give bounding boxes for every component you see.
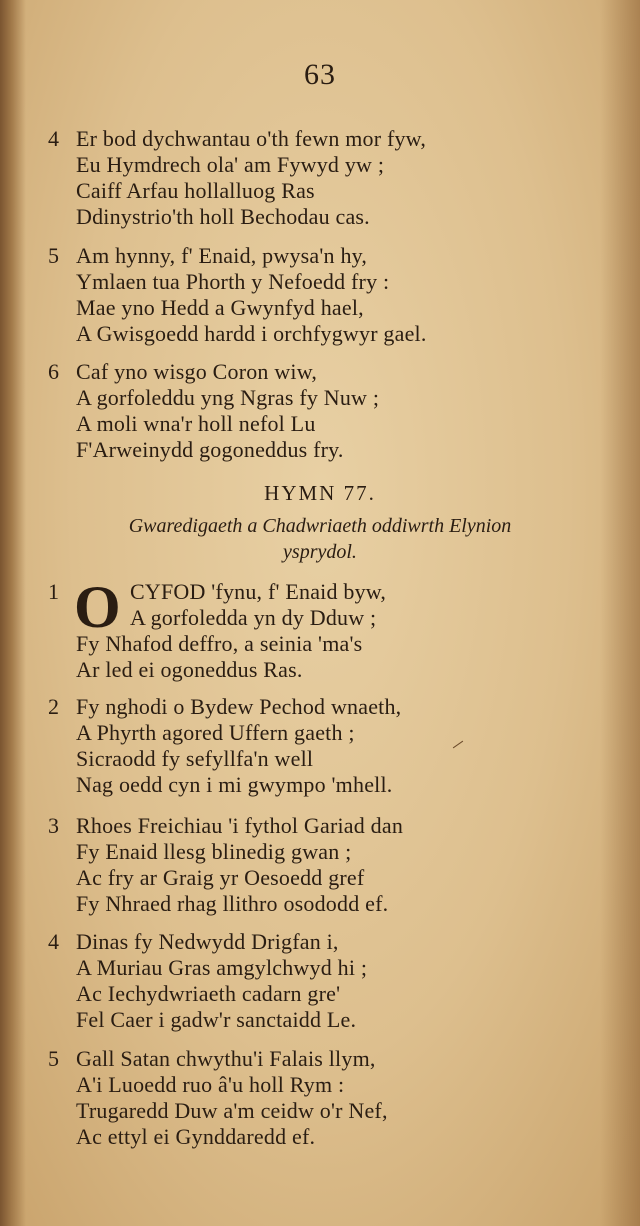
verse-line: Gall Satan chwythu'i Falais llym, xyxy=(76,1046,376,1071)
verse-line: A gorfoledda yn dy Dduw ; xyxy=(130,605,377,630)
stanza-number: 4 xyxy=(48,929,59,954)
hymn-subtitle-line-1: Gwaredigaeth a Chadwriaeth oddiwrth Elynion xyxy=(128,515,512,537)
verse-line: Fy Nhafod deffro, a seinia 'ma's xyxy=(76,631,363,656)
verse-line: Sicraodd fy sefyllfa'n well xyxy=(76,746,314,771)
stanza-number: 4 xyxy=(48,126,59,151)
verse-line: Ac ettyl ei Gynddaredd ef. xyxy=(76,1124,316,1149)
verse-line: Fel Caer i gadw'r sanctaidd Le. xyxy=(76,1007,357,1032)
verse-line: Mae yno Hedd a Gwynfyd hael, xyxy=(76,295,364,320)
verse-line: Fy nghodi o Bydew Pechod wnaeth, xyxy=(76,694,402,719)
verse-line: Fy Enaid llesg blinedig gwan ; xyxy=(76,839,352,864)
verse-line: Ymlaen tua Phorth y Nefoedd fry : xyxy=(76,269,390,294)
verse-line: Rhoes Freichiau 'i fythol Gariad dan xyxy=(76,813,404,838)
verse-line: CYFOD 'fynu, f' Enaid byw, xyxy=(130,579,387,604)
verse-line: A moli wna'r holl nefol Lu xyxy=(76,411,316,436)
stanza-number: 6 xyxy=(48,359,59,384)
verse-line: A gorfoleddu yng Ngras fy Nuw ; xyxy=(76,385,380,410)
verse-line: Fy Nhraed rhag llithro osododd ef. xyxy=(76,891,389,916)
verse-line: Er bod dychwantau o'th fewn mor fyw, xyxy=(76,126,427,151)
stanza-number: 2 xyxy=(48,694,59,719)
verse-line: A Phyrth agored Uffern gaeth ; xyxy=(76,720,355,745)
verse-line: Ac fry ar Graig yr Oesoedd gref xyxy=(76,865,365,890)
stanza-number: 5 xyxy=(48,243,59,268)
verse-line: A Gwisgoedd hardd i orchfygwyr gael. xyxy=(76,321,427,346)
verse-line: Caiff Arfau hollalluog Ras xyxy=(76,178,315,203)
verse-line: A'i Luoedd ruo â'u holl Rym : xyxy=(76,1072,345,1097)
verse-line: Trugaredd Duw a'm ceidw o'r Nef, xyxy=(76,1098,388,1123)
verse-line: Dinas fy Nedwydd Drigfan i, xyxy=(76,929,339,954)
ink-mark xyxy=(453,741,463,749)
hymn-subtitle-line-2: ysprydol. xyxy=(283,541,357,563)
verse-line: Ddinystrio'th holl Bechodau cas. xyxy=(76,204,370,229)
stanza-number: 3 xyxy=(48,813,59,838)
drop-cap: O xyxy=(74,574,121,640)
page-number: 63 xyxy=(304,58,336,91)
verse-line: Caf yno wisgo Coron wiw, xyxy=(76,359,318,384)
hymn-title: HYMN 77. xyxy=(264,481,376,505)
stanza-number: 5 xyxy=(48,1046,59,1071)
verse-line: Eu Hymdrech ola' am Fywyd yw ; xyxy=(76,152,385,177)
verse-line: A Muriau Gras amgylchwyd hi ; xyxy=(76,955,368,980)
verse-line: Am hynny, f' Enaid, pwysa'n hy, xyxy=(76,243,368,268)
stanza-number: 1 xyxy=(48,579,59,604)
verse-line: Ar led ei ogoneddus Ras. xyxy=(76,657,303,682)
verse-line: Nag oedd cyn i mi gwympo 'mhell. xyxy=(76,772,393,797)
verse-line: Ac Iechydwriaeth cadarn gre' xyxy=(76,981,341,1006)
verse-line: F'Arweinydd gogoneddus fry. xyxy=(76,437,344,462)
